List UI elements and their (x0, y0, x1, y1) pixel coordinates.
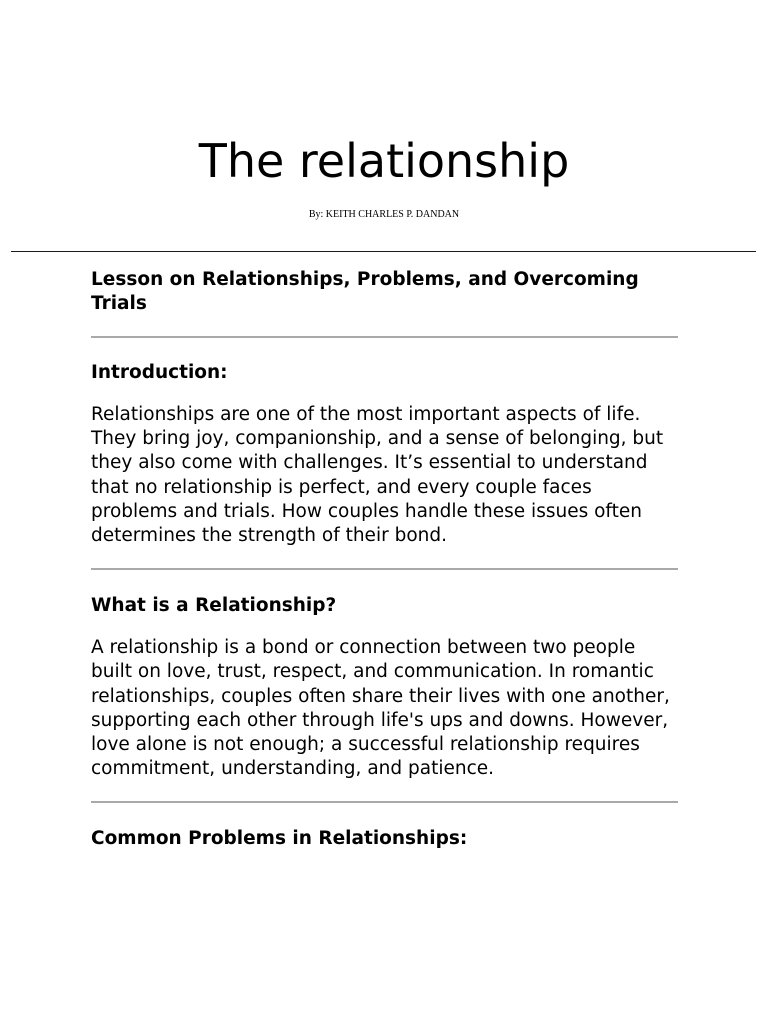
author-byline: By: KEITH CHARLES P. DANDAN (308, 209, 460, 220)
section-divider (91, 568, 678, 570)
section-divider (91, 336, 678, 338)
section-heading-what-is-relationship: What is a Relationship? (91, 595, 337, 617)
section-heading-common-problems: Common Problems in Relationships: (91, 828, 468, 850)
document-title: The relationship (198, 134, 570, 188)
section-body-what-is-relationship: A relationship is a bond or connection between two people built on love, trust, respect, and communication. In romantic relationships, couples often share their lives with one another, supporting each other through life's ups and downs. However, love alone is not enough; a successful relationship requires commitment, understanding, and patience. (91, 637, 670, 780)
lesson-heading: Lesson on Relationships, Problems, and Overcoming Trials (91, 269, 639, 314)
document-body (91, 268, 681, 851)
title-divider (11, 251, 756, 252)
section-heading-introduction: Introduction: (91, 362, 228, 383)
section-divider (91, 801, 678, 803)
section-body-introduction: Relationships are one of the most important aspects of life. They bring joy, companionship, and a sense of belonging, but they also come with challenges. It’s essential to understand that no relationship is perfect, and every couple faces problems and trials. How couples handle these issues often determines the strength of their bond. (91, 404, 664, 547)
